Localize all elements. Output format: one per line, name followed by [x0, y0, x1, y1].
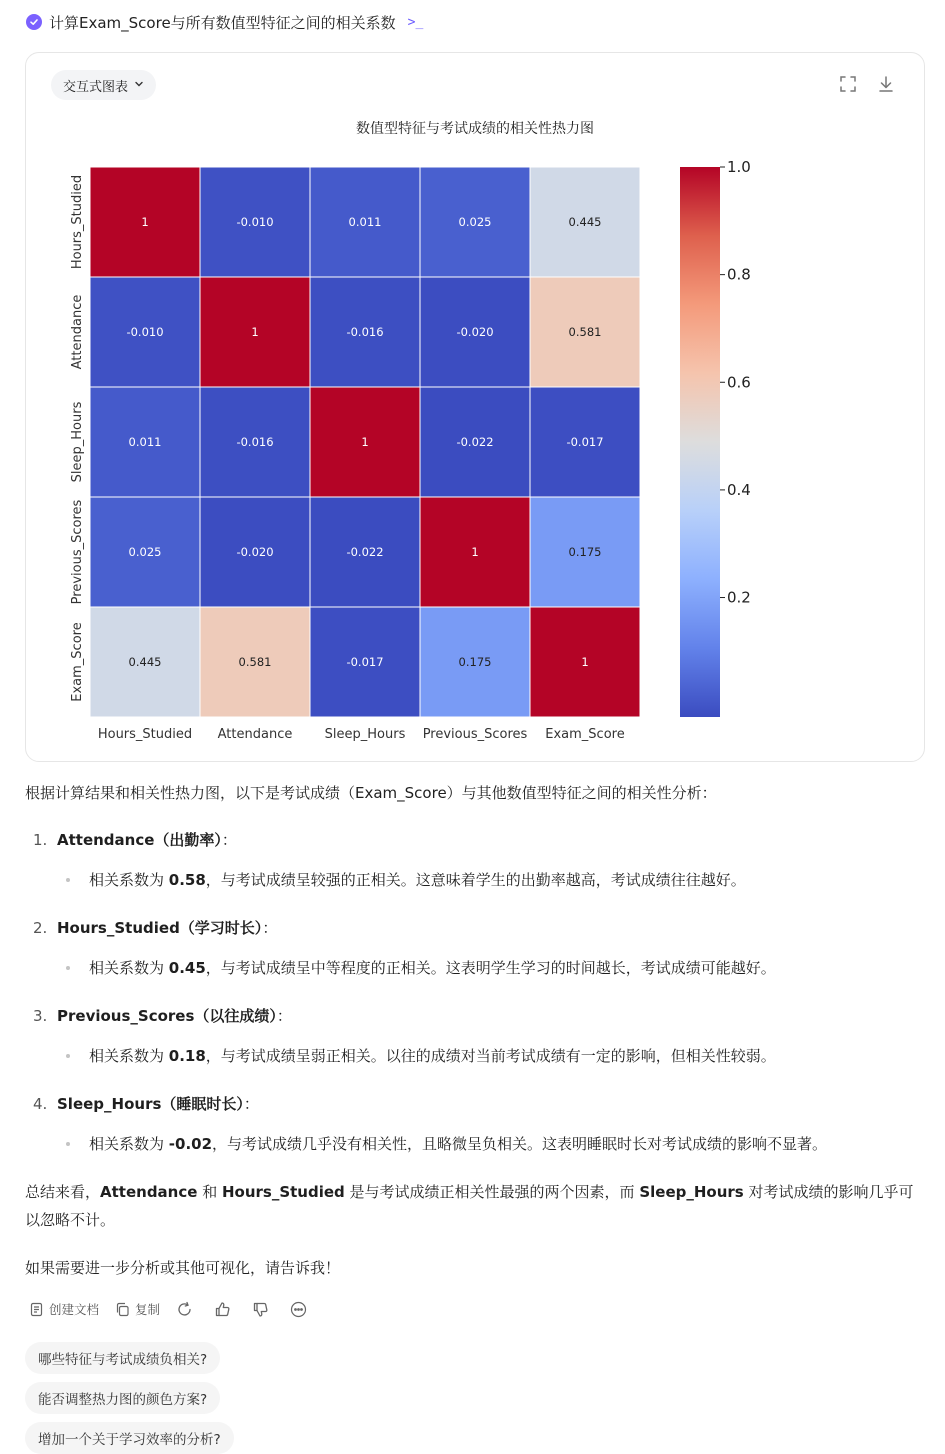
suggestion-chip-2[interactable]: 能否调整热力图的颜色方案? — [25, 1382, 220, 1414]
list-item-detail-3: 相关系数为 0.18，与考试成绩呈弱正相关。以往的成绩对当前考试成绩有一定的影响，但相关性较弱。 — [66, 1042, 776, 1070]
list-item-heading-4: 4. Sleep_Hours（睡眠时长）： — [33, 1095, 259, 1113]
heatmap-cell-label: -0.022 — [346, 545, 384, 559]
terminal-icon[interactable]: >_ — [407, 14, 424, 30]
heatmap-cell-label: -0.016 — [346, 325, 384, 339]
more-button[interactable] — [290, 1301, 312, 1318]
heatmap-cell-label: 0.011 — [348, 215, 382, 229]
copy-button[interactable] — [115, 1300, 160, 1318]
list-item-heading-1: 1. Attendance（出勤率）： — [33, 831, 237, 849]
suggestion-chip-3[interactable]: 增加一个关于学习效率的分析? — [25, 1422, 234, 1454]
heatmap-cell-label: 1 — [471, 545, 479, 559]
x-tick-label: Exam_Score — [545, 727, 625, 742]
colorbar-tick-label: 0.6 — [727, 373, 751, 392]
heatmap-cell-label: -0.020 — [236, 545, 274, 559]
check-circle-icon — [26, 14, 42, 30]
heatmap-cell-label: -0.010 — [126, 325, 164, 339]
heatmap-cell-label: 1 — [141, 215, 149, 229]
thumbs-up-button[interactable] — [214, 1301, 236, 1318]
heatmap-cell-label: 0.025 — [458, 215, 492, 229]
y-tick-label: Attendance — [70, 294, 85, 370]
x-tick-label: Sleep_Hours — [324, 727, 406, 742]
heatmap-cell-label: 0.581 — [568, 325, 602, 339]
thumbs-down-button[interactable] — [252, 1301, 274, 1318]
chart-title: 数值型特征与考试成绩的相关性热力图 — [356, 121, 594, 137]
heatmap-cell-label: 1 — [251, 325, 259, 339]
heatmap-cell-label: -0.017 — [346, 655, 384, 669]
regenerate-button[interactable] — [176, 1301, 198, 1318]
heatmap-cell-label: 1 — [581, 655, 589, 669]
more-icon — [290, 1301, 307, 1318]
bullet-dot — [66, 878, 70, 882]
heatmap-cell-label: 0.011 — [128, 435, 162, 449]
y-tick-label: Sleep_Hours — [70, 401, 85, 483]
colorbar-tick-label: 0.8 — [727, 265, 751, 284]
doc-icon — [29, 1302, 44, 1317]
suggestion-chip-1[interactable]: 哪些特征与考试成绩负相关? — [25, 1342, 220, 1374]
heatmap-cell-label: 1 — [361, 435, 369, 449]
list-item-heading-2: 2. Hours_Studied（学习时长）： — [33, 919, 278, 937]
colorbar-tick-label: 0.2 — [727, 588, 751, 607]
colorbar-tick-label: 1.0 — [727, 158, 751, 176]
heatmap-cell-label: -0.022 — [456, 435, 494, 449]
heatmap-cell-label: 0.175 — [568, 545, 602, 559]
x-tick-label: Hours_Studied — [97, 727, 193, 742]
analysis-summary: 总结来看，Attendance 和 Hours_Studied 是与考试成绩正相关性最强的两个因素，而 Sleep_Hours 对考试成绩的影响几乎可以忽略不计。 — [25, 1183, 914, 1229]
chart-type-label: 交互式图表 — [63, 79, 129, 95]
colorbar — [680, 167, 720, 717]
x-tick-label: Attendance — [217, 727, 293, 742]
heatmap-cell-label: -0.016 — [236, 435, 274, 449]
task-header — [26, 11, 423, 33]
heatmap-cell-label: -0.010 — [236, 215, 274, 229]
thumbs-up-icon — [214, 1301, 231, 1318]
list-item-detail-2: 相关系数为 0.45，与考试成绩呈中等程度的正相关。这表明学生学习的时间越长，考试成绩可能越好。 — [66, 954, 776, 982]
refresh-icon — [176, 1301, 193, 1318]
heatmap-cell-label: -0.017 — [566, 435, 604, 449]
message-action-bar — [29, 1298, 328, 1320]
heatmap-cell-label: 0.175 — [458, 655, 492, 669]
y-tick-label: Previous_Scores — [70, 499, 85, 605]
create-doc-label: 创建文档 — [49, 1302, 100, 1317]
analysis-closing: 如果需要进一步分析或其他可视化，请告诉我！ — [25, 1259, 341, 1277]
y-tick-label: Hours_Studied — [70, 174, 85, 270]
y-tick-label: Exam_Score — [70, 622, 85, 702]
colorbar-tick-label: 0.4 — [727, 480, 751, 499]
create-doc-button[interactable] — [29, 1300, 99, 1318]
chart-card — [25, 52, 925, 762]
analysis-intro: 根据计算结果和相关性热力图，以下是考试成绩（Exam_Score）与其他数值型特征之间的相关性分析： — [25, 784, 717, 802]
x-tick-label: Previous_Scores — [422, 727, 528, 742]
copy-label: 复制 — [135, 1302, 161, 1317]
list-item-detail-4: 相关系数为 -0.02，与考试成绩几乎没有相关性，且略微呈负相关。这表明睡眠时长对考试成绩的影响不显著。 — [66, 1130, 827, 1158]
heatmap-cell-label: 0.445 — [128, 655, 162, 669]
correlation-heatmap — [26, 53, 924, 761]
list-item-heading-3: 3. Previous_Scores（以往成绩）： — [33, 1007, 292, 1025]
bullet-dot — [66, 966, 70, 970]
heatmap-cell-label: 0.581 — [238, 655, 272, 669]
heatmap-cell-label: 0.445 — [568, 215, 602, 229]
heatmap-cell-label: 0.025 — [128, 545, 162, 559]
bullet-dot — [66, 1142, 70, 1146]
list-item-detail-1: 相关系数为 0.58，与考试成绩呈较强的正相关。这意味着学生的出勤率越高，考试成绩往往越好。 — [66, 866, 746, 894]
heatmap-cell-label: -0.020 — [456, 325, 494, 339]
bullet-dot — [66, 1054, 70, 1058]
task-title: 计算Exam_Score与所有数值型特征之间的相关系数 — [49, 13, 396, 32]
copy-icon — [115, 1302, 130, 1317]
thumbs-down-icon — [252, 1301, 269, 1318]
